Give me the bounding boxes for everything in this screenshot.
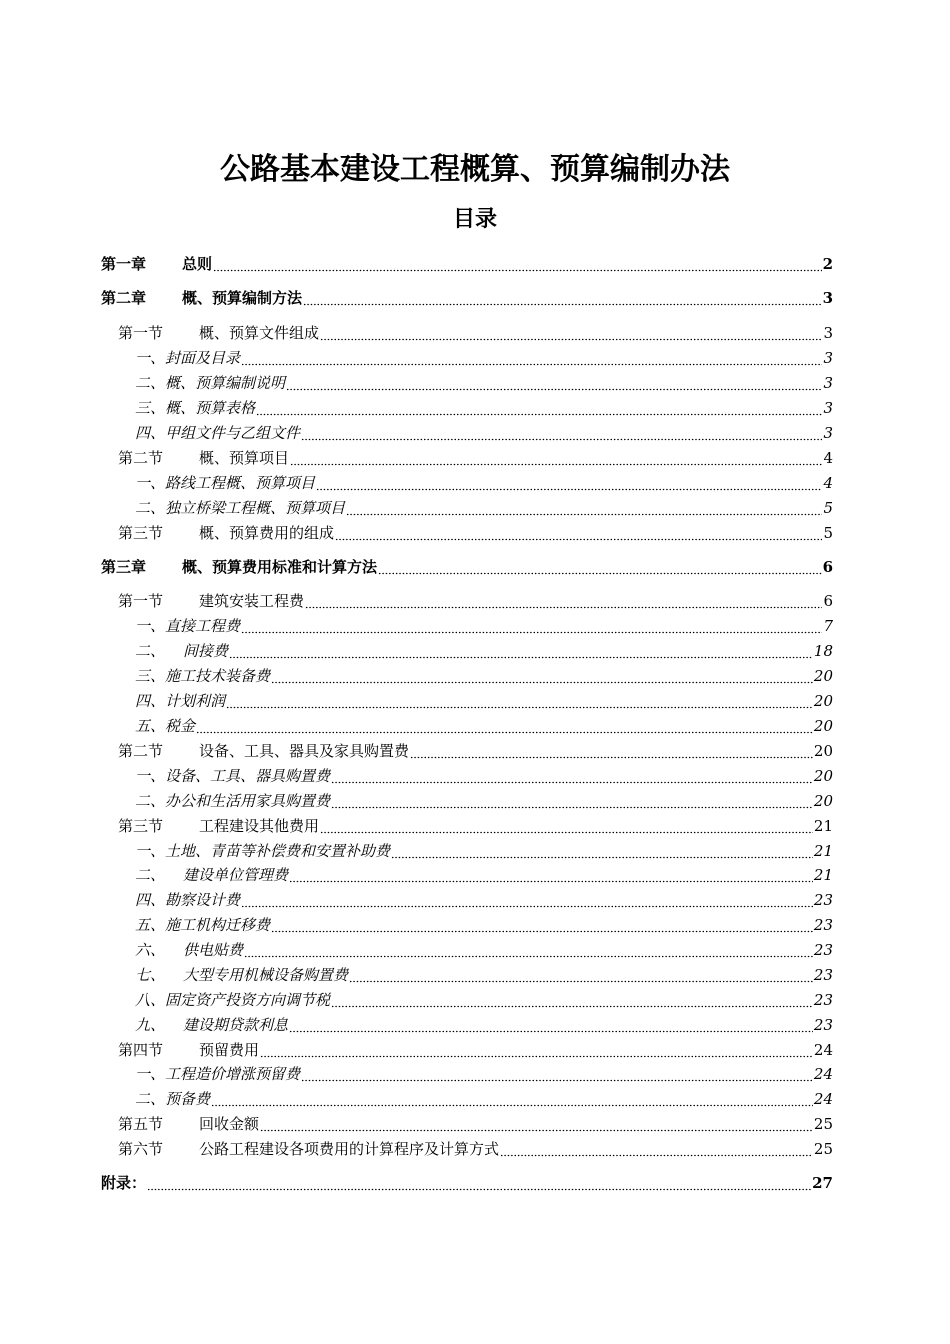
toc-dot-leader <box>290 447 822 469</box>
toc-dot-leader <box>320 815 813 837</box>
toc-page-number: 20 <box>813 717 833 735</box>
toc-entry-number: 第二节 <box>118 449 164 467</box>
toc-entry[interactable] <box>135 1014 833 1036</box>
toc-entry-number: 二、 <box>135 374 166 392</box>
toc-page-number: 23 <box>813 991 833 1009</box>
toc-dot-leader <box>331 790 813 812</box>
toc-entry-number: 四、 <box>135 692 166 710</box>
toc-entry-number: 四、 <box>135 891 166 909</box>
toc-entry-title: 概、预算费用标准和计算方法 <box>182 558 378 576</box>
toc-entry[interactable] <box>118 447 833 469</box>
toc-entry[interactable] <box>135 864 833 886</box>
toc-page-number: 20 <box>813 692 833 710</box>
toc-entry-number: 一、 <box>135 617 166 635</box>
toc-dot-leader <box>301 1063 813 1085</box>
toc-dot-leader <box>320 322 822 344</box>
toc-heading: 目录 <box>452 206 497 232</box>
toc-page-number: 3 <box>823 424 833 442</box>
toc-entry[interactable] <box>135 472 833 494</box>
toc-dot-leader <box>271 914 813 936</box>
toc-dot-leader <box>147 1172 811 1194</box>
toc-page-number: 20 <box>813 667 833 685</box>
toc-entry[interactable] <box>135 840 833 862</box>
toc-entry[interactable] <box>135 765 833 787</box>
toc-entry-number: 一、 <box>135 474 166 492</box>
toc-dot-leader <box>260 1113 813 1135</box>
toc-page-number: 3 <box>823 349 833 367</box>
toc-dot-leader <box>335 522 822 544</box>
toc-entry-title: 概、预算编制说明 <box>165 374 286 392</box>
toc-entry-title: 建筑安装工程费 <box>199 592 305 610</box>
toc-entry[interactable] <box>101 1172 833 1194</box>
toc-dot-leader <box>410 740 813 762</box>
toc-entry-title: 独立桥梁工程概、预算项目 <box>165 499 346 517</box>
toc-page-number: 25 <box>813 1115 833 1133</box>
toc-entry-number: 一、 <box>135 842 166 860</box>
toc-entry-title: 概、预算费用的组成 <box>199 524 335 542</box>
toc-dot-leader <box>211 1088 813 1110</box>
toc-entry[interactable] <box>135 1088 833 1110</box>
toc-entry-title: 预备费 <box>165 1090 211 1108</box>
toc-entry-number: 六、 <box>135 941 166 959</box>
toc-dot-leader <box>349 964 813 986</box>
toc-entry-title: 路线工程概、预算项目 <box>165 474 316 492</box>
toc-page-number: 6 <box>823 592 833 610</box>
toc-dot-leader <box>378 556 822 578</box>
toc-dot-leader <box>256 397 822 419</box>
toc-entry-number: 第二节 <box>118 742 164 760</box>
toc-entry[interactable] <box>101 556 833 578</box>
toc-entry-title: 设备、工具、器具及家具购置费 <box>199 742 410 760</box>
toc-page-number: 7 <box>823 617 833 635</box>
toc-entry[interactable] <box>118 522 833 544</box>
toc-entry[interactable] <box>135 422 833 444</box>
toc-entry[interactable] <box>135 640 833 662</box>
toc-dot-leader <box>196 715 813 737</box>
toc-dot-leader <box>316 472 822 494</box>
toc-entry-number: 三、 <box>135 399 166 417</box>
toc-entry-number: 七、 <box>135 966 166 984</box>
toc-entry-title: 概、预算项目 <box>199 449 290 467</box>
toc-entry[interactable] <box>101 253 833 275</box>
toc-entry-title: 施工机构迁移费 <box>165 916 271 934</box>
toc-page-number: 6 <box>822 558 833 576</box>
toc-entry[interactable] <box>135 790 833 812</box>
toc-dot-leader <box>391 840 813 862</box>
toc-entry-number: 五、 <box>135 916 166 934</box>
toc-page-number: 20 <box>813 792 833 810</box>
toc-entry-number: 二、 <box>135 642 166 660</box>
toc-entry-title: 直接工程费 <box>165 617 241 635</box>
toc-entry-title: 税金 <box>165 717 196 735</box>
toc-entry[interactable] <box>135 665 833 687</box>
toc-dot-leader <box>260 1039 813 1061</box>
toc-entry-number: 五、 <box>135 717 166 735</box>
toc-page-number: 3 <box>823 374 833 392</box>
toc-entry[interactable] <box>118 322 833 344</box>
toc-entry[interactable] <box>118 1039 833 1061</box>
toc-page-number: 3 <box>822 289 833 307</box>
toc-entry-number: 第三章 <box>101 558 147 576</box>
toc-entry-number: 二、 <box>135 866 166 884</box>
toc-dot-leader <box>229 640 813 662</box>
toc-page-number: 20 <box>813 767 833 785</box>
toc-page-number: 5 <box>823 524 833 542</box>
toc-entry-number: 第一节 <box>118 324 164 342</box>
toc-entry-title: 土地、青苗等补偿费和安置补助费 <box>165 842 391 860</box>
toc-entry-number: 第一节 <box>118 592 164 610</box>
toc-entry-title: 回收金额 <box>199 1115 260 1133</box>
toc-entry[interactable] <box>135 615 833 637</box>
toc-dot-leader <box>500 1138 813 1160</box>
toc-page-number: 18 <box>813 642 833 660</box>
toc-entry-title: 总则 <box>182 255 213 273</box>
toc-entry-number: 三、 <box>135 667 166 685</box>
toc-entry-number: 第一章 <box>101 255 147 273</box>
toc-entry-number: 一、 <box>135 349 166 367</box>
toc-page-number: 3 <box>823 399 833 417</box>
toc-page-number: 20 <box>813 742 833 760</box>
toc-entry[interactable] <box>118 1138 833 1160</box>
toc-page-number: 25 <box>813 1140 833 1158</box>
toc-dot-leader <box>289 864 813 886</box>
toc-entry[interactable] <box>135 690 833 712</box>
toc-entry-number: 第五节 <box>118 1115 164 1133</box>
toc-dot-leader <box>301 422 822 444</box>
toc-entry-title: 固定资产投资方向调节税 <box>165 991 331 1009</box>
toc-dot-leader <box>305 590 822 612</box>
toc-entry-title: 建设期贷款利息 <box>183 1016 289 1034</box>
toc-entry-number: 一、 <box>135 1065 166 1083</box>
toc-entry[interactable] <box>135 939 833 961</box>
toc-entry-title: 办公和生活用家具购置费 <box>165 792 331 810</box>
toc-entry-number: 四、 <box>135 424 166 442</box>
toc-page-number: 23 <box>813 941 833 959</box>
toc-entry-number: 第二章 <box>101 289 147 307</box>
toc-page-number: 21 <box>813 842 833 860</box>
toc-entry-number: 第三节 <box>118 524 164 542</box>
toc-entry[interactable] <box>118 590 833 612</box>
toc-entry[interactable] <box>118 740 833 762</box>
toc-entry-title: 工程建设其他费用 <box>199 817 320 835</box>
toc-entry-title: 封面及目录 <box>165 349 241 367</box>
toc-page-number: 3 <box>823 324 833 342</box>
toc-dot-leader <box>244 939 813 961</box>
toc-entry[interactable] <box>101 287 833 309</box>
toc-entry-number: 九、 <box>135 1016 166 1034</box>
toc-page-number: 24 <box>813 1065 833 1083</box>
toc-entry-title: 甲组文件与乙组文件 <box>165 424 301 442</box>
toc-entry[interactable] <box>135 497 833 519</box>
toc-dot-leader <box>226 690 813 712</box>
toc-page-number: 21 <box>813 866 833 884</box>
toc-page-number: 23 <box>813 891 833 909</box>
toc-page-number: 23 <box>813 966 833 984</box>
toc-dot-leader <box>271 665 813 687</box>
toc-entry[interactable] <box>135 1063 833 1085</box>
toc-entry-title: 设备、工具、器具购置费 <box>165 767 331 785</box>
toc-entry-number: 一、 <box>135 767 166 785</box>
toc-entry[interactable] <box>135 347 833 369</box>
toc-entry-title: 概、预算表格 <box>165 399 256 417</box>
document-title: 公路基本建设工程概算、预算编制办法 <box>220 152 730 187</box>
toc-page-number: 21 <box>813 817 833 835</box>
toc-page-number: 5 <box>823 499 833 517</box>
toc-entry-number: 八、 <box>135 991 166 1009</box>
toc-entry[interactable] <box>118 815 833 837</box>
toc-dot-leader <box>289 1014 813 1036</box>
toc-entry[interactable] <box>118 1113 833 1135</box>
toc-page-number: 4 <box>823 449 833 467</box>
toc-entry[interactable] <box>135 889 833 911</box>
toc-entry-title: 概、预算文件组成 <box>199 324 320 342</box>
toc-entry-title: 勘察设计费 <box>165 891 241 909</box>
toc-page-number: 24 <box>813 1090 833 1108</box>
toc-entry-number: 附录： <box>101 1174 147 1192</box>
toc-dot-leader <box>331 765 813 787</box>
toc-page-number: 23 <box>813 916 833 934</box>
toc-dot-leader <box>346 497 822 519</box>
toc-entry-title: 公路工程建设各项费用的计算程序及计算方式 <box>199 1140 500 1158</box>
toc-entry-title: 供电贴费 <box>183 941 244 959</box>
toc-entry-title: 计划利润 <box>165 692 226 710</box>
toc-page-number: 2 <box>822 255 833 273</box>
toc-entry-number: 二、 <box>135 792 166 810</box>
toc-page-number: 24 <box>813 1041 833 1059</box>
toc-page-number: 27 <box>812 1174 833 1192</box>
toc-entry-title: 工程造价增涨预留费 <box>165 1065 301 1083</box>
toc-entry-number: 第四节 <box>118 1041 164 1059</box>
toc-entry[interactable] <box>135 914 833 936</box>
toc-entry-title: 施工技术装备费 <box>165 667 271 685</box>
toc-dot-leader <box>241 347 822 369</box>
toc-dot-leader <box>241 615 822 637</box>
toc-entry-title: 大型专用机械设备购置费 <box>183 966 349 984</box>
toc-entry[interactable] <box>135 372 833 394</box>
toc-entry-number: 第三节 <box>118 817 164 835</box>
toc-page-number: 23 <box>813 1016 833 1034</box>
toc-entry-number: 第六节 <box>118 1140 164 1158</box>
toc-entry-title: 预留费用 <box>199 1041 260 1059</box>
toc-entry[interactable] <box>135 989 833 1011</box>
toc-entry-title: 概、预算编制方法 <box>182 289 303 307</box>
toc-page-number: 4 <box>823 474 833 492</box>
toc-dot-leader <box>286 372 822 394</box>
toc-entry-number: 二、 <box>135 499 166 517</box>
toc-dot-leader <box>241 889 813 911</box>
toc-entry[interactable] <box>135 964 833 986</box>
toc-dot-leader <box>213 253 822 275</box>
toc-entry-number: 二、 <box>135 1090 166 1108</box>
toc-entry-title: 间接费 <box>183 642 229 660</box>
toc-entry[interactable] <box>135 715 833 737</box>
toc-entry[interactable] <box>135 397 833 419</box>
toc-dot-leader <box>303 287 822 309</box>
toc-entry-title: 建设单位管理费 <box>183 866 289 884</box>
toc-dot-leader <box>331 989 813 1011</box>
